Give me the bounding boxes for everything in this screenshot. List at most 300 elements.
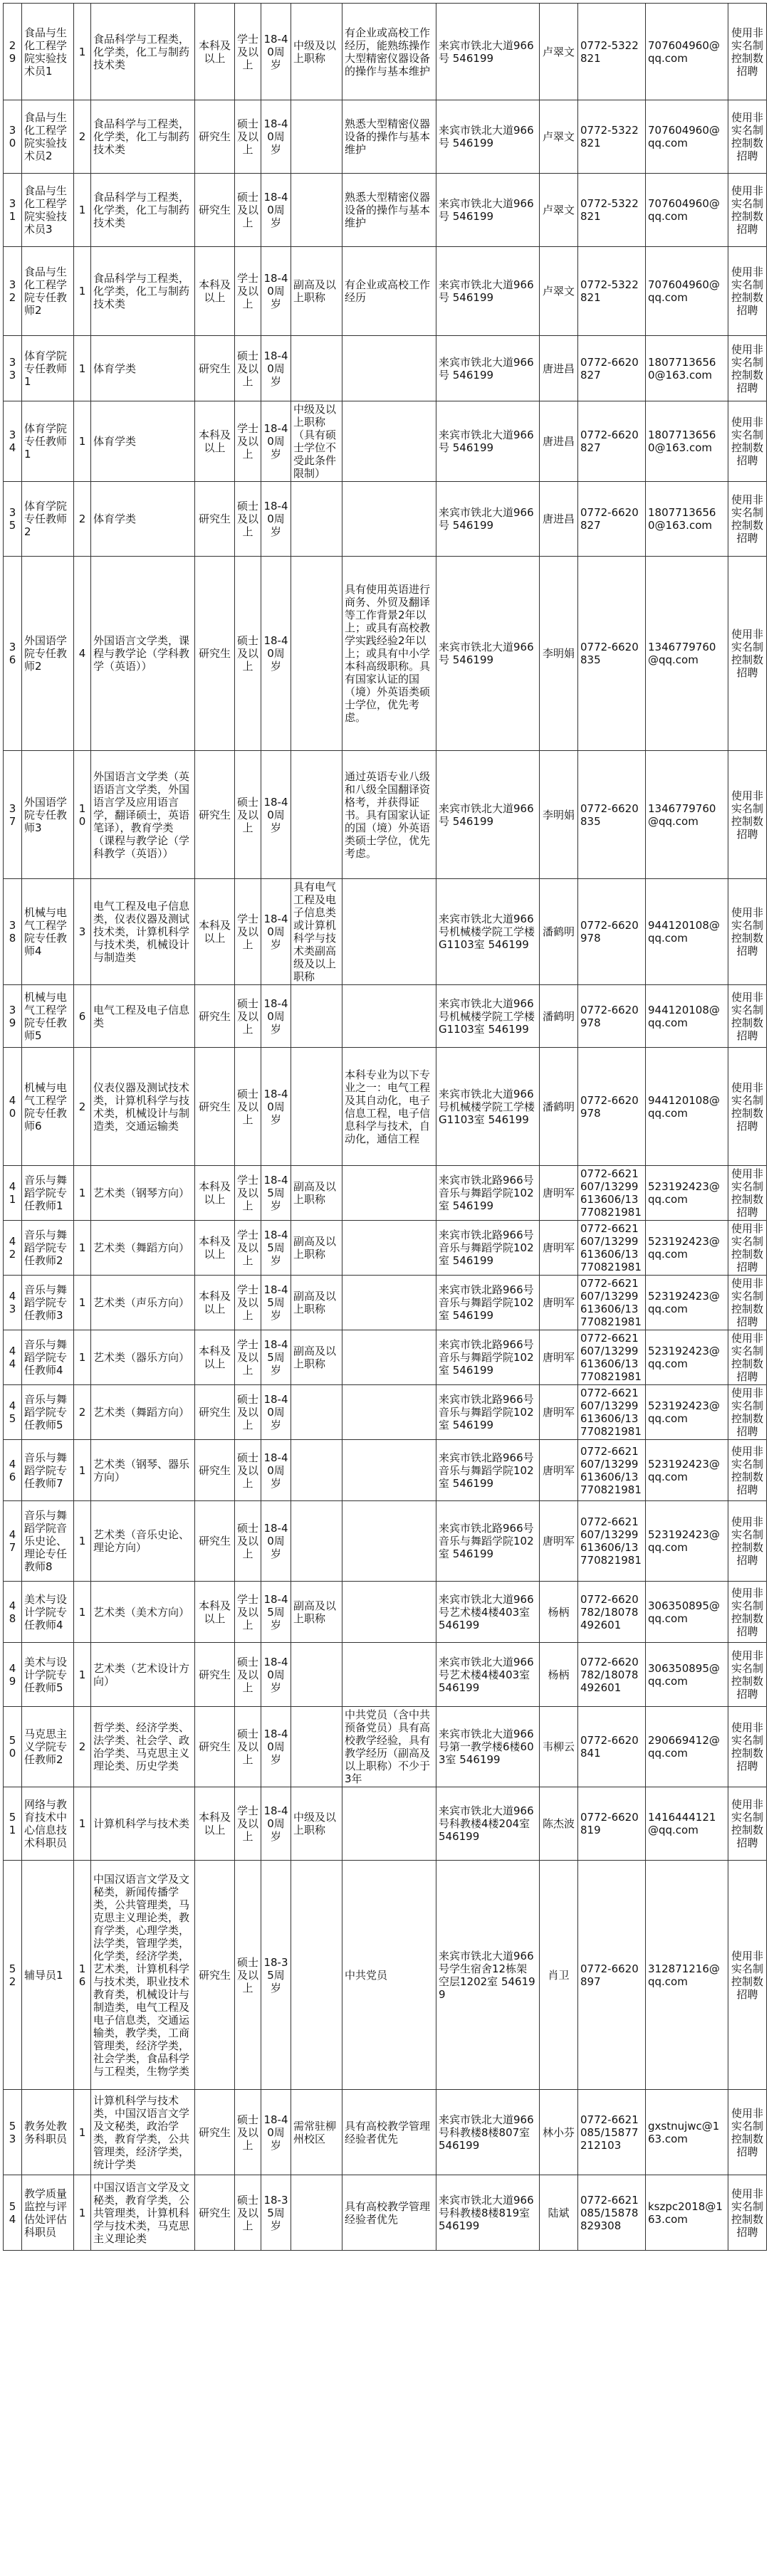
education-cell: 本科及以上 xyxy=(195,247,235,336)
email-cell: 944120108@qq.com xyxy=(646,879,728,985)
degree-cell: 硕士及以上 xyxy=(235,1861,261,2090)
major-requirement-cell: 外国语言文学类，课程与教学论（学科教学（英语）） xyxy=(91,557,195,751)
address-cell: 来宾市铁北路966号音乐与舞蹈学院102室 546199 xyxy=(436,1440,540,1501)
title-requirement-cell xyxy=(291,1643,342,1707)
row-number-cell: 35 xyxy=(4,482,22,557)
position-name-cell: 食品与生化工程学院实验技术员3 xyxy=(22,174,74,247)
phone-cell: 0772-6620782/18078492601 xyxy=(578,1643,646,1707)
phone-cell: 0772-6620819 xyxy=(578,1787,646,1861)
other-requirement-cell: 本科专业为以下专业之一：电气工程及其自动化，电子信息工程，电子信息科学与技术，自动化，通信工程 xyxy=(342,1048,436,1166)
education-cell: 研究生 xyxy=(195,336,235,401)
recruitment-type-cell: 使用非实名制控制数招聘 xyxy=(728,1582,767,1643)
position-name-cell: 音乐与舞蹈学院专任教师2 xyxy=(22,1221,74,1276)
age-range-cell: 18-40周岁 xyxy=(261,1501,291,1582)
age-range-cell: 18-40周岁 xyxy=(261,985,291,1048)
contact-person-cell: 杨柄 xyxy=(540,1643,578,1707)
row-number-cell: 45 xyxy=(4,1385,22,1440)
address-cell: 来宾市铁北大道966号 546199 xyxy=(436,4,540,100)
position-name-cell: 外国语学院专任教师3 xyxy=(22,751,74,879)
contact-person-cell: 唐明军 xyxy=(540,1221,578,1276)
other-requirement-cell xyxy=(342,1385,436,1440)
address-cell: 来宾市铁北路966号音乐与舞蹈学院102室 546199 xyxy=(436,1276,540,1330)
title-requirement-cell: 副高及以上职称 xyxy=(291,1221,342,1276)
address-cell: 来宾市铁北大道966号 546199 xyxy=(436,336,540,401)
other-requirement-cell: 具有高校教学管理经验者优先 xyxy=(342,2090,436,2175)
other-requirement-cell xyxy=(342,879,436,985)
education-cell: 研究生 xyxy=(195,557,235,751)
phone-cell: 0772-6621607/13299613606/13770821981 xyxy=(578,1166,646,1221)
age-range-cell: 18-40周岁 xyxy=(261,1440,291,1501)
row-number-cell: 32 xyxy=(4,247,22,336)
other-requirement-cell: 有企业或高校工作经历，能熟练操作大型精密仪器设备的操作与基本维护 xyxy=(342,4,436,100)
row-number-cell: 48 xyxy=(4,1582,22,1643)
major-requirement-cell: 艺术类（美术方向） xyxy=(91,1582,195,1643)
contact-person-cell: 陆斌 xyxy=(540,2175,578,2251)
headcount-cell: 2 xyxy=(74,100,91,174)
phone-cell: 0772-5322821 xyxy=(578,247,646,336)
age-range-cell: 18-40周岁 xyxy=(261,751,291,879)
degree-cell: 学士及以上 xyxy=(235,401,261,482)
table-row xyxy=(4,985,767,1048)
row-number-cell: 49 xyxy=(4,1643,22,1707)
contact-person-cell: 唐明军 xyxy=(540,1440,578,1501)
contact-person-cell: 林小芬 xyxy=(540,2090,578,2175)
age-range-cell: 18-40周岁 xyxy=(261,1385,291,1440)
row-number-cell: 46 xyxy=(4,1440,22,1501)
major-requirement-cell: 电气工程及电子信息类，仪表仪器及测试技术类，计算机科学与技术类，机械设计与制造类 xyxy=(91,879,195,985)
headcount-cell: 1 xyxy=(74,4,91,100)
contact-person-cell: 肖卫 xyxy=(540,1861,578,2090)
other-requirement-cell xyxy=(342,985,436,1048)
headcount-cell: 1 xyxy=(74,1501,91,1582)
position-name-cell: 食品与生化工程学院实验技术员1 xyxy=(22,4,74,100)
contact-person-cell: 唐明军 xyxy=(540,1385,578,1440)
education-cell: 研究生 xyxy=(195,1385,235,1440)
contact-person-cell: 唐明军 xyxy=(540,1501,578,1582)
recruitment-type-cell: 使用非实名制控制数招聘 xyxy=(728,174,767,247)
position-name-cell: 食品与生化工程学院专任教师2 xyxy=(22,247,74,336)
table-row xyxy=(4,1276,767,1330)
title-requirement-cell xyxy=(291,336,342,401)
major-requirement-cell: 体育学类 xyxy=(91,336,195,401)
age-range-cell: 18-40周岁 xyxy=(261,557,291,751)
email-cell: 523192423@qq.com xyxy=(646,1440,728,1501)
position-name-cell: 食品与生化工程学院实验技术员2 xyxy=(22,100,74,174)
email-cell: 1416444121@qq.com xyxy=(646,1787,728,1861)
major-requirement-cell: 艺术类（舞蹈方向） xyxy=(91,1385,195,1440)
education-cell: 研究生 xyxy=(195,1643,235,1707)
email-cell: 1346779760@qq.com xyxy=(646,557,728,751)
major-requirement-cell: 计算机科学与技术类，中国汉语言文学及文秘类，政治学类，教育学类，公共管理类，经济学类，统计学类 xyxy=(91,2090,195,2175)
headcount-cell: 6 xyxy=(74,985,91,1048)
title-requirement-cell xyxy=(291,482,342,557)
table-row xyxy=(4,174,767,247)
contact-person-cell: 陈杰波 xyxy=(540,1787,578,1861)
phone-cell: 0772-6621085/15878829308 xyxy=(578,2175,646,2251)
recruitment-type-cell: 使用非实名制控制数招聘 xyxy=(728,879,767,985)
address-cell: 来宾市铁北大道966号艺术楼4楼403室 546199 xyxy=(436,1582,540,1643)
degree-cell: 硕士及以上 xyxy=(235,336,261,401)
row-number-cell: 38 xyxy=(4,879,22,985)
major-requirement-cell: 艺术类（钢琴、器乐方向） xyxy=(91,1440,195,1501)
age-range-cell: 18-40周岁 xyxy=(261,4,291,100)
address-cell: 来宾市铁北大道966号机械楼学院工学楼G1103室 546199 xyxy=(436,1048,540,1166)
contact-person-cell: 唐明军 xyxy=(540,1330,578,1385)
other-requirement-cell: 熟悉大型精密仪器设备的操作与基本维护 xyxy=(342,100,436,174)
address-cell: 来宾市铁北大道966号机械楼学院工学楼G1103室 546199 xyxy=(436,879,540,985)
recruitment-type-cell: 使用非实名制控制数招聘 xyxy=(728,1643,767,1707)
address-cell: 来宾市铁北路966号音乐与舞蹈学院102室 546199 xyxy=(436,1221,540,1276)
position-name-cell: 机械与电气工程学院专任教师4 xyxy=(22,879,74,985)
email-cell: kszpc2018@163.com xyxy=(646,2175,728,2251)
email-cell: gxstnujwc@163.com xyxy=(646,2090,728,2175)
table-row xyxy=(4,879,767,985)
headcount-cell: 16 xyxy=(74,1861,91,2090)
position-name-cell: 音乐与舞蹈学院专任教师5 xyxy=(22,1385,74,1440)
row-number-cell: 44 xyxy=(4,1330,22,1385)
recruitment-type-cell: 使用非实名制控制数招聘 xyxy=(728,1861,767,2090)
row-number-cell: 53 xyxy=(4,2090,22,2175)
address-cell: 来宾市铁北大道966号科教楼8楼807室 546199 xyxy=(436,2090,540,2175)
position-name-cell: 音乐与舞蹈学院专任教师4 xyxy=(22,1330,74,1385)
table-row xyxy=(4,557,767,751)
address-cell: 来宾市铁北路966号音乐与舞蹈学院102室 546199 xyxy=(436,1330,540,1385)
degree-cell: 硕士及以上 xyxy=(235,100,261,174)
title-requirement-cell xyxy=(291,100,342,174)
recruitment-type-cell: 使用非实名制控制数招聘 xyxy=(728,1787,767,1861)
phone-cell: 0772-6621607/13299613606/13770821981 xyxy=(578,1330,646,1385)
degree-cell: 学士及以上 xyxy=(235,1582,261,1643)
row-number-cell: 36 xyxy=(4,557,22,751)
contact-person-cell: 卢翠文 xyxy=(540,174,578,247)
email-cell: 306350895@qq.com xyxy=(646,1582,728,1643)
major-requirement-cell: 计算机科学与技术类 xyxy=(91,1787,195,1861)
recruitment-type-cell: 使用非实名制控制数招聘 xyxy=(728,1440,767,1501)
major-requirement-cell: 艺术类（器乐方向） xyxy=(91,1330,195,1385)
education-cell: 本科及以上 xyxy=(195,4,235,100)
table-row xyxy=(4,401,767,482)
title-requirement-cell xyxy=(291,1707,342,1787)
phone-cell: 0772-5322821 xyxy=(578,4,646,100)
education-cell: 研究生 xyxy=(195,1501,235,1582)
row-number-cell: 29 xyxy=(4,4,22,100)
recruitment-type-cell: 使用非实名制控制数招聘 xyxy=(728,1276,767,1330)
degree-cell: 学士及以上 xyxy=(235,1276,261,1330)
row-number-cell: 33 xyxy=(4,336,22,401)
phone-cell: 0772-6620782/18078492601 xyxy=(578,1582,646,1643)
contact-person-cell: 李明娟 xyxy=(540,751,578,879)
education-cell: 研究生 xyxy=(195,2090,235,2175)
other-requirement-cell: 有企业或高校工作经历 xyxy=(342,247,436,336)
age-range-cell: 18-40周岁 xyxy=(261,1048,291,1166)
major-requirement-cell: 中国汉语言文学及文秘类，新闻传播学类，公共管理类，马克思主义理论类，教育学类，心理学类，法学类，管理学类，化学类，经济学类，艺术类，计算机科学与技术类，职业技术教育类，机械设计与制造类，电气工程及电子信息类，交通运输类，教学类，工商管理类，经济学类，社会学类，食品科学与工程类，生物学类 xyxy=(91,1861,195,2090)
age-range-cell: 18-45周岁 xyxy=(261,1582,291,1643)
major-requirement-cell: 艺术类（钢琴方向） xyxy=(91,1166,195,1221)
position-name-cell: 体育学院专任教师2 xyxy=(22,482,74,557)
degree-cell: 学士及以上 xyxy=(235,1330,261,1385)
other-requirement-cell: 通过英语专业八级和八级全国翻译资格考，并获得证书。具有国家认证的国（境）外英语类硕士学位，优先考虑。 xyxy=(342,751,436,879)
phone-cell: 0772-6620897 xyxy=(578,1861,646,2090)
title-requirement-cell: 中级及以上职称（具有硕士学位不受此条件限制） xyxy=(291,401,342,482)
major-requirement-cell: 电气工程及电子信息类 xyxy=(91,985,195,1048)
headcount-cell: 2 xyxy=(74,1385,91,1440)
title-requirement-cell: 需常驻柳州校区 xyxy=(291,2090,342,2175)
recruitment-type-cell: 使用非实名制控制数招聘 xyxy=(728,247,767,336)
age-range-cell: 18-40周岁 xyxy=(261,100,291,174)
headcount-cell: 1 xyxy=(74,1643,91,1707)
title-requirement-cell xyxy=(291,751,342,879)
major-requirement-cell: 艺术类（艺术设计方向） xyxy=(91,1643,195,1707)
headcount-cell: 1 xyxy=(74,1582,91,1643)
position-name-cell: 机械与电气工程学院专任教师6 xyxy=(22,1048,74,1166)
headcount-cell: 1 xyxy=(74,1787,91,1861)
email-cell: 523192423@qq.com xyxy=(646,1221,728,1276)
age-range-cell: 18-40周岁 xyxy=(261,2090,291,2175)
table-row xyxy=(4,1643,767,1707)
row-number-cell: 41 xyxy=(4,1166,22,1221)
title-requirement-cell xyxy=(291,985,342,1048)
degree-cell: 学士及以上 xyxy=(235,4,261,100)
table-row xyxy=(4,1166,767,1221)
other-requirement-cell xyxy=(342,1501,436,1582)
age-range-cell: 18-40周岁 xyxy=(261,247,291,336)
other-requirement-cell xyxy=(342,1221,436,1276)
education-cell: 本科及以上 xyxy=(195,1221,235,1276)
address-cell: 来宾市铁北路966号音乐与舞蹈学院102室 546199 xyxy=(436,1501,540,1582)
degree-cell: 硕士及以上 xyxy=(235,2090,261,2175)
row-number-cell: 43 xyxy=(4,1276,22,1330)
recruitment-type-cell: 使用非实名制控制数招聘 xyxy=(728,1707,767,1787)
table-row xyxy=(4,336,767,401)
title-requirement-cell: 副高及以上职称 xyxy=(291,1276,342,1330)
row-number-cell: 40 xyxy=(4,1048,22,1166)
education-cell: 本科及以上 xyxy=(195,401,235,482)
email-cell: 944120108@qq.com xyxy=(646,985,728,1048)
recruitment-table xyxy=(3,3,767,2251)
phone-cell: 0772-5322821 xyxy=(578,100,646,174)
table-row xyxy=(4,482,767,557)
degree-cell: 学士及以上 xyxy=(235,1166,261,1221)
position-name-cell: 体育学院专任教师1 xyxy=(22,401,74,482)
row-number-cell: 47 xyxy=(4,1501,22,1582)
recruitment-type-cell: 使用非实名制控制数招聘 xyxy=(728,4,767,100)
education-cell: 研究生 xyxy=(195,1861,235,2090)
phone-cell: 0772-6621607/13299613606/13770821981 xyxy=(578,1221,646,1276)
title-requirement-cell: 中级及以上职称 xyxy=(291,1787,342,1861)
address-cell: 来宾市铁北大道966号 546199 xyxy=(436,401,540,482)
major-requirement-cell: 中国汉语言文学及文秘类，教育学类，公共管理类，计算机科学与技术类，马克思主义理论类 xyxy=(91,2175,195,2251)
recruitment-type-cell: 使用非实名制控制数招聘 xyxy=(728,1501,767,1582)
headcount-cell: 1 xyxy=(74,2090,91,2175)
address-cell: 来宾市铁北大道966号科教楼8楼819室 546199 xyxy=(436,2175,540,2251)
headcount-cell: 1 xyxy=(74,1440,91,1501)
position-name-cell: 教务处教务科职员 xyxy=(22,2090,74,2175)
headcount-cell: 10 xyxy=(74,751,91,879)
row-number-cell: 50 xyxy=(4,1707,22,1787)
headcount-cell: 3 xyxy=(74,879,91,985)
email-cell: 944120108@qq.com xyxy=(646,1048,728,1166)
position-name-cell: 音乐与舞蹈学院音乐史论、理论专任教师8 xyxy=(22,1501,74,1582)
headcount-cell: 1 xyxy=(74,247,91,336)
other-requirement-cell xyxy=(342,1582,436,1643)
major-requirement-cell: 食品科学与工程类，化学类，化工与制药技术类 xyxy=(91,247,195,336)
email-cell: 523192423@qq.com xyxy=(646,1276,728,1330)
degree-cell: 硕士及以上 xyxy=(235,1385,261,1440)
recruitment-type-cell: 使用非实名制控制数招聘 xyxy=(728,482,767,557)
phone-cell: 0772-6621607/13299613606/13770821981 xyxy=(578,1501,646,1582)
address-cell: 来宾市铁北大道966号 546199 xyxy=(436,482,540,557)
address-cell: 来宾市铁北大道966号 546199 xyxy=(436,751,540,879)
age-range-cell: 18-35周岁 xyxy=(261,2175,291,2251)
phone-cell: 0772-6620978 xyxy=(578,985,646,1048)
email-cell: 290669412@qq.com xyxy=(646,1707,728,1787)
age-range-cell: 18-40周岁 xyxy=(261,1643,291,1707)
email-cell: 1807713656 0@163.com xyxy=(646,482,728,557)
title-requirement-cell xyxy=(291,1501,342,1582)
other-requirement-cell xyxy=(342,1276,436,1330)
table-row xyxy=(4,1707,767,1787)
other-requirement-cell xyxy=(342,336,436,401)
other-requirement-cell: 具有使用英语进行商务、外贸及翻译等工作背景2年以上；或具有高校教学实践经验2年以上；或具有中小学本科高级职称。具有国家认证的国（境）外英语类硕士学位，优先考虑。 xyxy=(342,557,436,751)
table-row xyxy=(4,1440,767,1501)
education-cell: 研究生 xyxy=(195,985,235,1048)
email-cell: 707604960@qq.com xyxy=(646,174,728,247)
position-name-cell: 外国语学院专任教师2 xyxy=(22,557,74,751)
title-requirement-cell: 副高及以上职称 xyxy=(291,1330,342,1385)
position-name-cell: 机械与电气工程学院专任教师5 xyxy=(22,985,74,1048)
phone-cell: 0772-6620827 xyxy=(578,401,646,482)
degree-cell: 学士及以上 xyxy=(235,879,261,985)
recruitment-type-cell: 使用非实名制控制数招聘 xyxy=(728,751,767,879)
address-cell: 来宾市铁北路966号音乐与舞蹈学院102室 546199 xyxy=(436,1385,540,1440)
title-requirement-cell xyxy=(291,557,342,751)
phone-cell: 0772-6620835 xyxy=(578,751,646,879)
table-row xyxy=(4,1787,767,1861)
title-requirement-cell xyxy=(291,1861,342,2090)
row-number-cell: 34 xyxy=(4,401,22,482)
other-requirement-cell xyxy=(342,401,436,482)
recruitment-type-cell: 使用非实名制控制数招聘 xyxy=(728,100,767,174)
contact-person-cell: 唐进昌 xyxy=(540,401,578,482)
headcount-cell: 1 xyxy=(74,174,91,247)
degree-cell: 硕士及以上 xyxy=(235,1707,261,1787)
address-cell: 来宾市铁北大道966号机械楼学院工学楼G1103室 546199 xyxy=(436,985,540,1048)
other-requirement-cell: 中共党员 xyxy=(342,1861,436,2090)
major-requirement-cell: 艺术类（声乐方向） xyxy=(91,1276,195,1330)
email-cell: 523192423@qq.com xyxy=(646,1385,728,1440)
phone-cell: 0772-6620841 xyxy=(578,1707,646,1787)
recruitment-type-cell: 使用非实名制控制数招聘 xyxy=(728,1221,767,1276)
headcount-cell: 2 xyxy=(74,482,91,557)
headcount-cell: 1 xyxy=(74,2175,91,2251)
phone-cell: 0772-6620978 xyxy=(578,1048,646,1166)
education-cell: 研究生 xyxy=(195,100,235,174)
table-row xyxy=(4,2090,767,2175)
contact-person-cell: 李明娟 xyxy=(540,557,578,751)
email-cell: 523192423@qq.com xyxy=(646,1330,728,1385)
major-requirement-cell: 体育学类 xyxy=(91,482,195,557)
table-body xyxy=(4,4,767,2251)
headcount-cell: 1 xyxy=(74,1276,91,1330)
other-requirement-cell xyxy=(342,1440,436,1501)
title-requirement-cell xyxy=(291,1048,342,1166)
phone-cell: 0772-6620827 xyxy=(578,482,646,557)
major-requirement-cell: 食品科学与工程类，化学类，化工与制药技术类 xyxy=(91,4,195,100)
position-name-cell: 美术与设计学院专任教师4 xyxy=(22,1582,74,1643)
email-cell: 1807713656 0@163.com xyxy=(646,401,728,482)
age-range-cell: 18-35周岁 xyxy=(261,1861,291,2090)
recruitment-type-cell: 使用非实名制控制数招聘 xyxy=(728,985,767,1048)
headcount-cell: 2 xyxy=(74,1048,91,1166)
major-requirement-cell: 艺术类（舞蹈方向） xyxy=(91,1221,195,1276)
recruitment-type-cell: 使用非实名制控制数招聘 xyxy=(728,1330,767,1385)
table-row xyxy=(4,1582,767,1643)
contact-person-cell: 卢翠文 xyxy=(540,247,578,336)
recruitment-type-cell: 使用非实名制控制数招聘 xyxy=(728,401,767,482)
degree-cell: 硕士及以上 xyxy=(235,985,261,1048)
other-requirement-cell xyxy=(342,1787,436,1861)
degree-cell: 硕士及以上 xyxy=(235,174,261,247)
row-number-cell: 39 xyxy=(4,985,22,1048)
major-requirement-cell: 外国语言文学类（英语语言文学类，外国语言学及应用语言学，翻译硕士，英语笔译），教育学类（课程与教学论（学科教学（英语）） xyxy=(91,751,195,879)
row-number-cell: 31 xyxy=(4,174,22,247)
degree-cell: 硕士及以上 xyxy=(235,1440,261,1501)
table-row xyxy=(4,1861,767,2090)
address-cell: 来宾市铁北路966号音乐与舞蹈学院102室 546199 xyxy=(436,1166,540,1221)
phone-cell: 0772-6621085/15877212103 xyxy=(578,2090,646,2175)
age-range-cell: 18-40周岁 xyxy=(261,401,291,482)
headcount-cell: 1 xyxy=(74,1221,91,1276)
major-requirement-cell: 食品科学与工程类，化学类，化工与制药技术类 xyxy=(91,100,195,174)
education-cell: 本科及以上 xyxy=(195,1787,235,1861)
degree-cell: 硕士及以上 xyxy=(235,1048,261,1166)
age-range-cell: 18-40周岁 xyxy=(261,879,291,985)
title-requirement-cell: 具有电气工程及电子信息类或计算机科学与技术类副高级及以上职称 xyxy=(291,879,342,985)
degree-cell: 学士及以上 xyxy=(235,1221,261,1276)
row-number-cell: 37 xyxy=(4,751,22,879)
recruitment-type-cell: 使用非实名制控制数招聘 xyxy=(728,557,767,751)
title-requirement-cell xyxy=(291,2175,342,2251)
position-name-cell: 音乐与舞蹈学院专任教师7 xyxy=(22,1440,74,1501)
email-cell: 306350895@qq.com xyxy=(646,1643,728,1707)
table-row xyxy=(4,100,767,174)
title-requirement-cell xyxy=(291,1440,342,1501)
age-range-cell: 18-45周岁 xyxy=(261,1221,291,1276)
position-name-cell: 音乐与舞蹈学院专任教师1 xyxy=(22,1166,74,1221)
age-range-cell: 18-40周岁 xyxy=(261,1707,291,1787)
position-name-cell: 辅导员1 xyxy=(22,1861,74,2090)
contact-person-cell: 卢翠文 xyxy=(540,100,578,174)
table-row xyxy=(4,1501,767,1582)
position-name-cell: 网络与教育技术中心信息技术科职员 xyxy=(22,1787,74,1861)
education-cell: 研究生 xyxy=(195,751,235,879)
table-row xyxy=(4,2175,767,2251)
table-row xyxy=(4,4,767,100)
age-range-cell: 18-45周岁 xyxy=(261,1276,291,1330)
email-cell: 312871216@qq.com xyxy=(646,1861,728,2090)
education-cell: 本科及以上 xyxy=(195,1276,235,1330)
phone-cell: 0772-6621607/13299613606/13770821981 xyxy=(578,1276,646,1330)
address-cell: 来宾市铁北大道966号艺术楼4楼403室 546199 xyxy=(436,1643,540,1707)
table-row xyxy=(4,1385,767,1440)
recruitment-type-cell: 使用非实名制控制数招聘 xyxy=(728,1385,767,1440)
age-range-cell: 18-40周岁 xyxy=(261,336,291,401)
education-cell: 研究生 xyxy=(195,1707,235,1787)
recruitment-type-cell: 使用非实名制控制数招聘 xyxy=(728,2090,767,2175)
email-cell: 707604960@qq.com xyxy=(646,100,728,174)
recruitment-type-cell: 使用非实名制控制数招聘 xyxy=(728,1166,767,1221)
email-cell: 1346779760@qq.com xyxy=(646,751,728,879)
